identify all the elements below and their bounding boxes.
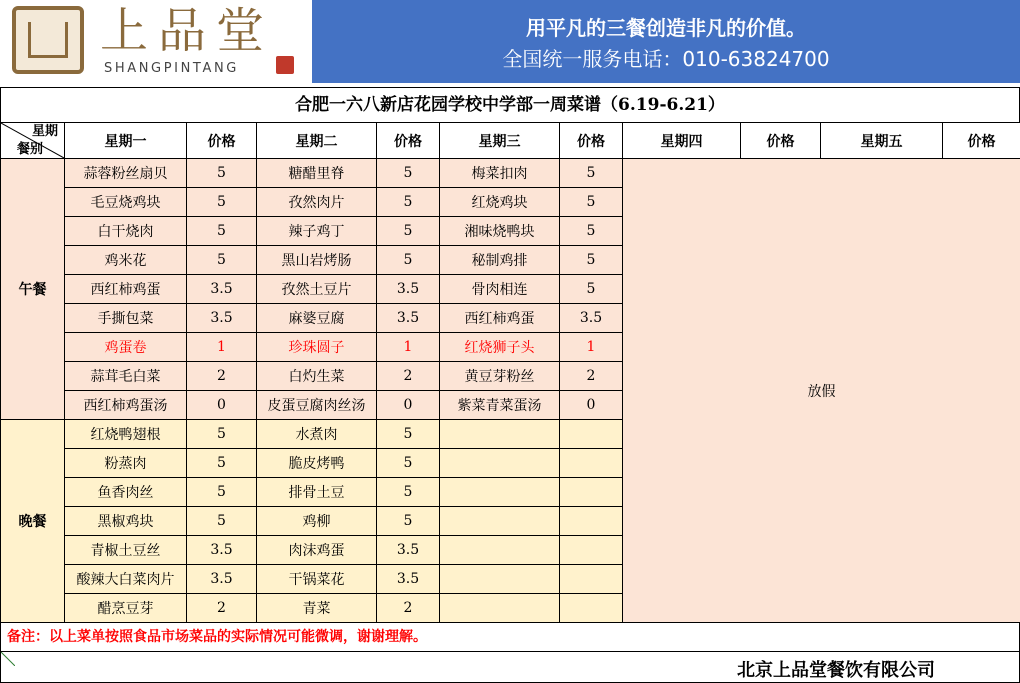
col-header: 星期四 xyxy=(623,123,741,159)
dish-cell: 梅菜扣肉 xyxy=(440,159,560,188)
price-cell: 5 xyxy=(187,449,257,478)
corner-week-label: 星期 xyxy=(31,124,58,139)
price-cell: 5 xyxy=(377,507,440,536)
price-cell: 5 xyxy=(377,449,440,478)
corner-mark xyxy=(1,652,15,666)
price-cell: 5 xyxy=(377,246,440,275)
company-name: 北京上品堂餐饮有限公司 xyxy=(737,660,935,681)
dinner-label: 晚餐 xyxy=(1,420,65,623)
holiday-cell: 放假 xyxy=(623,159,1020,623)
price-cell: 1 xyxy=(377,333,440,362)
corner-meal-label: 餐别 xyxy=(17,142,44,157)
dish-cell: 辣子鸡丁 xyxy=(257,217,377,246)
dish-cell: 脆皮烤鸭 xyxy=(257,449,377,478)
dish-cell: 肉沫鸡蛋 xyxy=(257,536,377,565)
price-cell: 3.5 xyxy=(187,304,257,333)
dish-cell: 黑山岩烤肠 xyxy=(257,246,377,275)
dish-cell: 黑椒鸡块 xyxy=(65,507,187,536)
col-header: 价格 xyxy=(943,123,1020,159)
slogan: 用平凡的三餐创造非凡的价值。 xyxy=(526,16,806,40)
logo-seal-icon xyxy=(12,6,84,74)
empty-cell xyxy=(440,420,560,449)
dish-cell: 皮蛋豆腐肉丝汤 xyxy=(257,391,377,420)
dish-cell: 湘味烧鸭块 xyxy=(440,217,560,246)
logo-subtext: SHANGPINTANG xyxy=(104,61,239,76)
price-cell: 1 xyxy=(187,333,257,362)
col-header: 星期三 xyxy=(440,123,560,159)
header-row xyxy=(1,123,1020,159)
price-cell: 3.5 xyxy=(377,565,440,594)
stamp-icon xyxy=(276,56,294,74)
dish-cell: 白干烧肉 xyxy=(65,217,187,246)
empty-cell xyxy=(440,594,560,623)
price-cell: 3.5 xyxy=(187,275,257,304)
logo xyxy=(0,0,312,83)
dish-cell: 骨肉相连 xyxy=(440,275,560,304)
dish-cell: 西红柿鸡蛋汤 xyxy=(65,391,187,420)
price-cell: 5 xyxy=(377,159,440,188)
empty-cell xyxy=(560,536,623,565)
dish-cell: 秘制鸡排 xyxy=(440,246,560,275)
empty-cell xyxy=(440,536,560,565)
empty-cell xyxy=(440,507,560,536)
col-header: 价格 xyxy=(560,123,623,159)
menu-table xyxy=(0,122,1020,623)
price-cell: 2 xyxy=(187,362,257,391)
slogan-banner xyxy=(312,0,1020,83)
col-header: 价格 xyxy=(741,123,821,159)
col-header: 星期五 xyxy=(821,123,943,159)
price-cell: 5 xyxy=(187,159,257,188)
price-cell: 5 xyxy=(187,420,257,449)
menu-title: 合肥一六八新店花园学校中学部一周菜谱（6.19-6.21） xyxy=(0,87,1020,122)
price-cell: 5 xyxy=(187,507,257,536)
dish-cell: 手撕包菜 xyxy=(65,304,187,333)
dish-cell: 粉蒸肉 xyxy=(65,449,187,478)
price-cell: 5 xyxy=(560,217,623,246)
price-cell: 5 xyxy=(377,188,440,217)
price-cell: 3.5 xyxy=(377,275,440,304)
dish-cell: 鸡蛋卷 xyxy=(65,333,187,362)
dish-cell: 孜然肉片 xyxy=(257,188,377,217)
dish-cell: 白灼生菜 xyxy=(257,362,377,391)
dish-cell: 排骨土豆 xyxy=(257,478,377,507)
empty-cell xyxy=(560,478,623,507)
dish-cell: 麻婆豆腐 xyxy=(257,304,377,333)
empty-cell xyxy=(560,565,623,594)
dish-cell: 珍珠圆子 xyxy=(257,333,377,362)
price-cell: 3.5 xyxy=(187,536,257,565)
corner-header xyxy=(1,123,65,159)
price-cell: 5 xyxy=(377,217,440,246)
company-row xyxy=(0,651,1020,683)
price-cell: 5 xyxy=(187,188,257,217)
price-cell: 5 xyxy=(560,275,623,304)
footnote: 备注：以上菜单按照食品市场菜品的实际情况可能微调，谢谢理解。 xyxy=(0,623,1020,651)
price-cell: 3.5 xyxy=(187,565,257,594)
price-cell: 5 xyxy=(187,246,257,275)
header xyxy=(0,0,1020,83)
price-cell: 5 xyxy=(560,159,623,188)
dish-cell: 蒜蓉粉丝扇贝 xyxy=(65,159,187,188)
dish-cell: 紫菜青菜蛋汤 xyxy=(440,391,560,420)
price-cell: 5 xyxy=(377,420,440,449)
price-cell: 3.5 xyxy=(377,304,440,333)
dish-cell: 醋烹豆芽 xyxy=(65,594,187,623)
empty-cell xyxy=(560,420,623,449)
empty-cell xyxy=(560,507,623,536)
price-cell: 3.5 xyxy=(377,536,440,565)
empty-cell xyxy=(560,449,623,478)
price-cell: 5 xyxy=(377,478,440,507)
dish-cell: 蒜茸毛白菜 xyxy=(65,362,187,391)
price-cell: 1 xyxy=(560,333,623,362)
price-cell: 5 xyxy=(560,188,623,217)
col-header: 价格 xyxy=(187,123,257,159)
dish-cell: 鸡米花 xyxy=(65,246,187,275)
dish-cell: 青菜 xyxy=(257,594,377,623)
logo-text: 上品堂 xyxy=(100,3,275,59)
lunch-label: 午餐 xyxy=(1,159,65,420)
price-cell: 5 xyxy=(187,217,257,246)
price-cell: 2 xyxy=(377,594,440,623)
col-header: 星期二 xyxy=(257,123,377,159)
dish-cell: 西红柿鸡蛋 xyxy=(65,275,187,304)
price-cell: 0 xyxy=(187,391,257,420)
price-cell: 0 xyxy=(377,391,440,420)
price-cell: 3.5 xyxy=(560,304,623,333)
dish-cell: 鸡柳 xyxy=(257,507,377,536)
dish-cell: 水煮肉 xyxy=(257,420,377,449)
lunch-row xyxy=(1,159,1020,188)
price-cell: 5 xyxy=(187,478,257,507)
empty-cell xyxy=(440,449,560,478)
hotline: 全国统一服务电话：010-63824700 xyxy=(502,47,830,71)
price-cell: 2 xyxy=(187,594,257,623)
price-cell: 2 xyxy=(377,362,440,391)
dish-cell: 黄豆芽粉丝 xyxy=(440,362,560,391)
dish-cell: 酸辣大白菜肉片 xyxy=(65,565,187,594)
dish-cell: 干锅菜花 xyxy=(257,565,377,594)
price-cell: 2 xyxy=(560,362,623,391)
dish-cell: 糖醋里脊 xyxy=(257,159,377,188)
col-header: 价格 xyxy=(377,123,440,159)
dish-cell: 红烧鸡块 xyxy=(440,188,560,217)
dish-cell: 青椒土豆丝 xyxy=(65,536,187,565)
dish-cell: 鱼香肉丝 xyxy=(65,478,187,507)
dish-cell: 红烧狮子头 xyxy=(440,333,560,362)
dish-cell: 毛豆烧鸡块 xyxy=(65,188,187,217)
empty-cell xyxy=(440,478,560,507)
empty-cell xyxy=(440,565,560,594)
price-cell: 5 xyxy=(560,246,623,275)
price-cell: 0 xyxy=(560,391,623,420)
col-header: 星期一 xyxy=(65,123,187,159)
dish-cell: 红烧鸭翅根 xyxy=(65,420,187,449)
dish-cell: 西红柿鸡蛋 xyxy=(440,304,560,333)
empty-cell xyxy=(560,594,623,623)
dish-cell: 孜然土豆片 xyxy=(257,275,377,304)
